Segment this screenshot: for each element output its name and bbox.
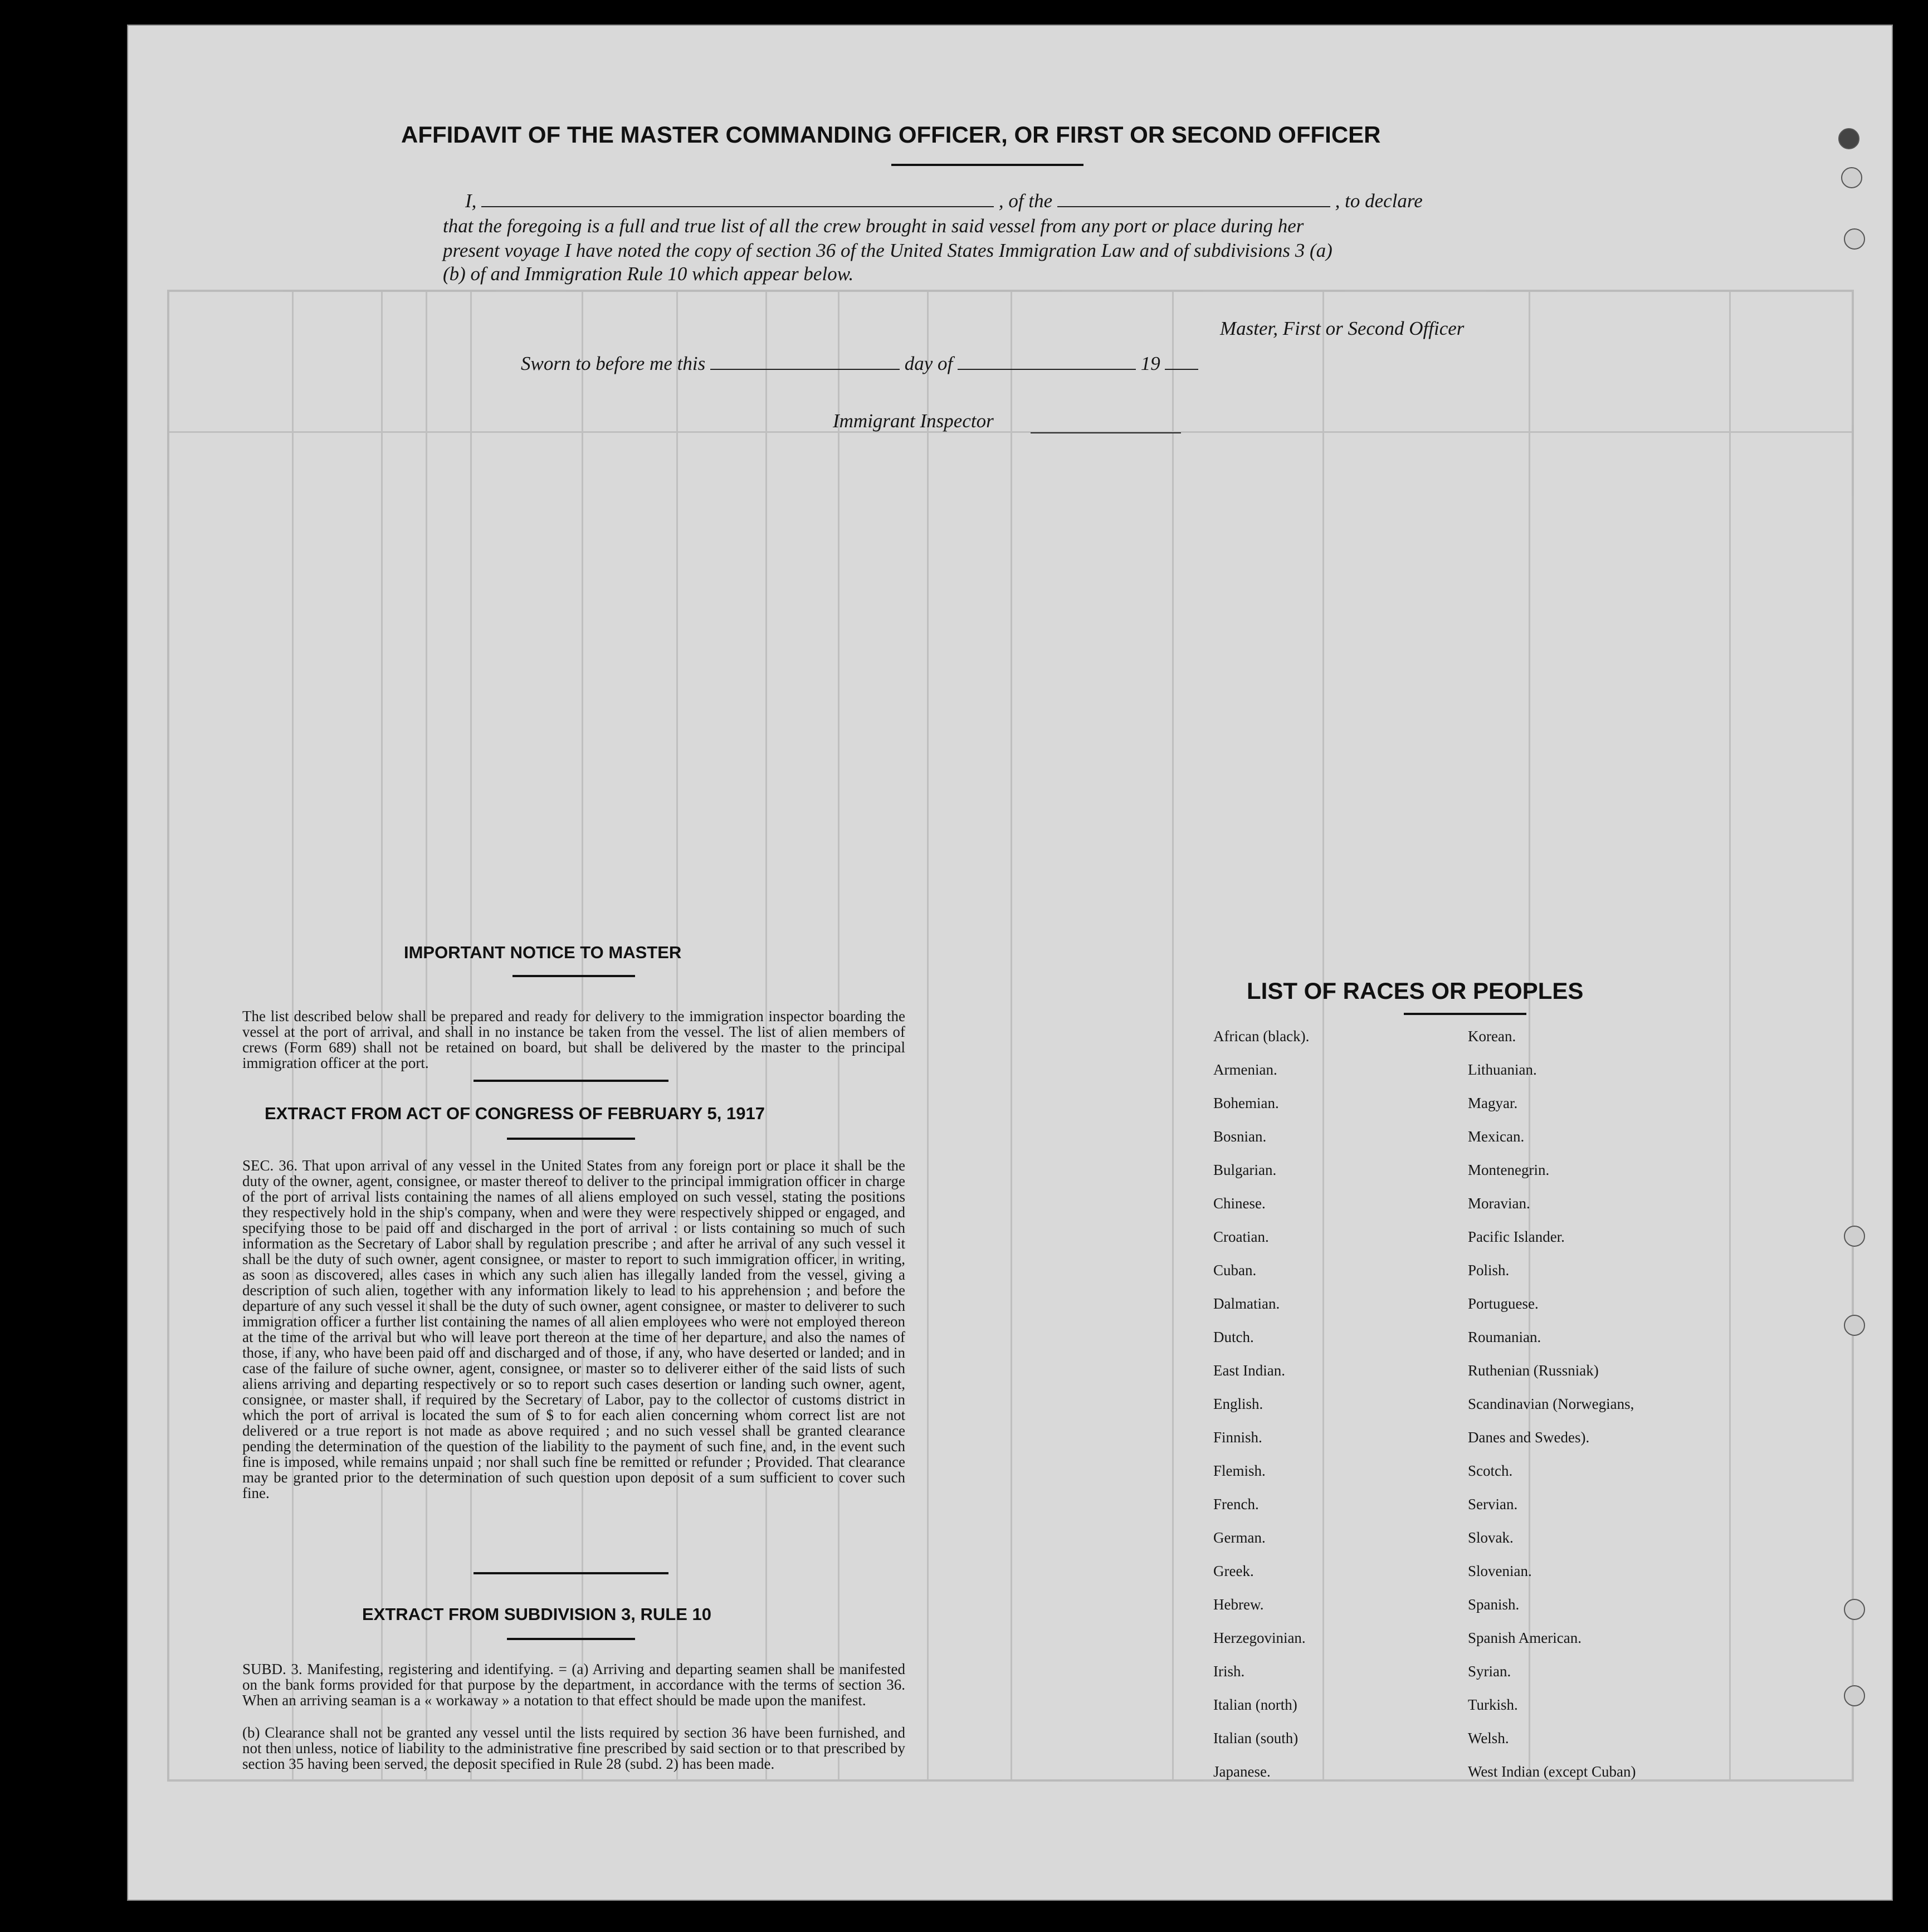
affidavit-line1: [465, 189, 1423, 212]
race-item: Ruthenian (Russniak): [1468, 1362, 1599, 1379]
notice-title: IMPORTANT NOTICE TO MASTER: [404, 943, 682, 962]
notice-title-rule: [512, 975, 635, 977]
sworn-day-field[interactable]: [710, 352, 900, 370]
races-title-rule: [1404, 1013, 1526, 1015]
race-item: Croatian.: [1213, 1228, 1269, 1245]
sworn-line: [521, 352, 1198, 375]
race-item: Italian (north): [1213, 1696, 1297, 1713]
extract-rule-title-rule: [507, 1638, 635, 1640]
punch-hole: [1844, 228, 1865, 250]
race-item: Spanish American.: [1468, 1629, 1582, 1646]
race-item: Syrian.: [1468, 1663, 1511, 1680]
extract-rule-title: EXTRACT FROM SUBDIVISION 3, RULE 10: [362, 1604, 711, 1624]
notice-body-rule: [474, 1080, 668, 1082]
sworn-year: 19: [1140, 353, 1160, 374]
race-item: Slovak.: [1468, 1529, 1514, 1546]
race-item: Portuguese.: [1468, 1295, 1539, 1312]
affidavit-title: AFFIDAVIT OF THE MASTER COMMANDING OFFICER, OR FIRST OR SECOND OFFICER: [401, 121, 1381, 148]
affidavit-declare: , to declare: [1335, 190, 1423, 212]
race-item: Armenian.: [1213, 1061, 1277, 1078]
race-item: Flemish.: [1213, 1462, 1266, 1479]
race-item: Irish.: [1213, 1663, 1245, 1680]
race-item: Scandinavian (Norwegians,: [1468, 1396, 1634, 1412]
race-item: East Indian.: [1213, 1362, 1285, 1379]
race-item: Herzegovinian.: [1213, 1629, 1306, 1646]
race-item: Moravian.: [1468, 1195, 1530, 1212]
race-item: Japanese.: [1213, 1763, 1271, 1780]
race-item: Roumanian.: [1468, 1329, 1541, 1345]
races-column-1: [1213, 1028, 1309, 1797]
punch-hole: [1844, 1685, 1865, 1706]
race-item: English.: [1213, 1396, 1263, 1412]
race-item: Slovenian.: [1468, 1563, 1532, 1579]
race-item: West Indian (except Cuban): [1468, 1763, 1636, 1780]
race-item: Bohemian.: [1213, 1095, 1279, 1111]
race-item: Finnish.: [1213, 1429, 1262, 1446]
punch-hole: [1844, 1315, 1865, 1336]
extract-rule-para-a: SUBD. 3. Manifesting, registering and identifying. = (a) Arriving and departing seamen shall be manifested on the bank forms provided for that purpose by the department, in accordance with the terms of section 36. When an arriving seaman is a « workaway » a notation to that effect should be made upon the manifest.: [242, 1661, 905, 1709]
race-item: Bosnian.: [1213, 1128, 1267, 1145]
race-item: Dalmatian.: [1213, 1295, 1280, 1312]
race-item: Magyar.: [1468, 1095, 1518, 1111]
race-item: Polish.: [1468, 1262, 1510, 1279]
punch-hole: [1844, 1599, 1865, 1620]
race-item: Korean.: [1468, 1028, 1516, 1045]
sworn-month-field[interactable]: [958, 352, 1136, 370]
extract-act-title: EXTRACT FROM ACT OF CONGRESS OF FEBRUARY 5, 1917: [265, 1104, 765, 1123]
vessel-name-field[interactable]: [1057, 189, 1330, 207]
signature-label: Master, First or Second Officer: [1220, 318, 1465, 339]
race-item: Danes and Swedes).: [1468, 1429, 1590, 1446]
affidavit-line4: (b) of and Immigration Rule 10 which appear below.: [443, 263, 854, 285]
affidavit-line3: present voyage I have noted the copy of section 36 of the United States Immigration Law and of subdivisions 3 (a): [443, 240, 1332, 261]
race-item: Lithuanian.: [1468, 1061, 1537, 1078]
affidavit-line2: that the foregoing is a full and true list of all the crew brought in said vessel from any port or place during her: [443, 215, 1304, 237]
race-item: Chinese.: [1213, 1195, 1266, 1212]
races-title: LIST OF RACES OR PEOPLES: [1247, 978, 1584, 1004]
inspector-label: Immigrant Inspector: [833, 410, 994, 432]
race-item: Mexican.: [1468, 1128, 1525, 1145]
punch-hole: [1841, 167, 1862, 188]
affidavit-title-rule: [891, 164, 1083, 166]
officer-name-field[interactable]: [481, 189, 994, 207]
race-item: Hebrew.: [1213, 1596, 1264, 1613]
sworn-text: Sworn to before me this: [521, 353, 706, 374]
race-item: Spanish.: [1468, 1596, 1520, 1613]
affidavit-i: I,: [465, 190, 477, 212]
extract-act-title-rule: [507, 1138, 635, 1140]
punch-hole: [1838, 128, 1859, 149]
race-item: Scotch.: [1468, 1462, 1513, 1479]
race-item: Dutch.: [1213, 1329, 1254, 1345]
race-item: Italian (south): [1213, 1730, 1299, 1746]
race-item: African (black).: [1213, 1028, 1310, 1045]
race-item: Welsh.: [1468, 1730, 1509, 1746]
inspector-signature-field[interactable]: [1031, 416, 1181, 433]
affidavit-of-the: , of the: [998, 190, 1053, 212]
races-column-2: [1468, 1028, 1636, 1797]
sworn-day-of: day of: [904, 353, 953, 374]
race-item: Montenegrin.: [1468, 1162, 1550, 1178]
race-item: French.: [1213, 1496, 1259, 1513]
race-item: Pacific Islander.: [1468, 1228, 1565, 1245]
extract-act-body-rule: [474, 1572, 668, 1574]
race-item: Bulgarian.: [1213, 1162, 1277, 1178]
race-item: Cuban.: [1213, 1262, 1257, 1279]
punch-hole: [1844, 1226, 1865, 1247]
extract-act-body: SEC. 36. That upon arrival of any vessel in the United States from any foreign port or place it shall be the duty of the owner, agent, consignee, or master thereof to deliver to the principal immigration officer in charge of the port of arrival lists containing the names of all aliens employed on such vessel, stating the positions they respectively hold in the ship's company, when and were they were respectively shipped or engaged, and specifying those to be paid off and discharged in the port of arrival : or lists containing so much of such information as the Secretary of Labor shall by regulation prescribe ; and after he arrival of any such vessel it shall be the duty of such owner, agent consignee, or master to report to such immigration officer, in writing, as soon as discovered, alles cases in which any such alien has illegally landed from the vessel, giving a description of such alien, together with any information likely to lead to his apprehension ; and before the departure of any such vessel it shall be the duty of such owner, agent consignee, or master to deliverer to such immigration officer a further list containing the names of all alien employees who were not employed thereon at the time of the arrival but who will leave port thereon at the time of her departure, and also the names of those, if any, who have been paid off and discharged and of those, if any, who have deserted or landed; and in case of the failure of suche owner, agent, consignee, or master so to deliverer either of the said lists of such aliens arriving and departing respectively or so to report such cases desertion or landing such owner, agent, consignee, or master shall, if required by the Secretary of Labor, pay to the collector of customs district in which the port of arrival is located the sum of $ to for each alien concerning whom correct list are not delivered or a true report is not made as above required ; and no such vessel shall be granted clearance pending the determination of the question of the liability to the payment of such fine, and, in the event such fine is imposed, while remains unpaid ; nor shall such fine be remitted or refunder ; Provided. That clearance may be granted prior to the determination of such question upon deposit of a sum sufficient to cover such fine.: [242, 1157, 905, 1501]
extract-rule-para-b: (b) Clearance shall not be granted any vessel until the lists required by section 36 have been furnished, and not then unless, notice of liability to the administrative fine prescribed by said section or to that prescribed by section 35 having been served, the deposit specified in Rule 28 (subd. 2) has been made.: [242, 1724, 905, 1772]
notice-body: The list described below shall be prepared and ready for delivery to the immigration inspector boarding the vessel at the port of arrival, and shall in no instance be taken from the vessel. The list of alien members of crews (Form 689) shall not be retained on board, but shall be delivered by the master to the principal immigration officer at the port.: [242, 1008, 905, 1071]
race-item: German.: [1213, 1529, 1266, 1546]
race-item: Greek.: [1213, 1563, 1254, 1579]
race-item: Servian.: [1468, 1496, 1518, 1513]
race-item: Turkish.: [1468, 1696, 1518, 1713]
sworn-year-field[interactable]: [1165, 352, 1198, 370]
